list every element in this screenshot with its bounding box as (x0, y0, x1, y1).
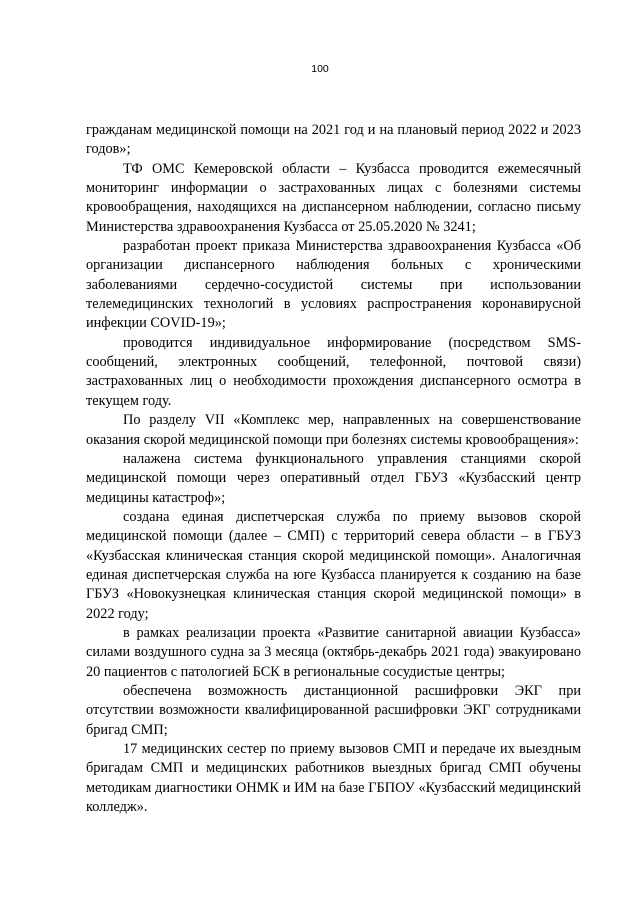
paragraph-air-ambulance: в рамках реализации проекта «Развитие санитарной авиации Кузбасса» силами воздушного судна за 3 месяца (октябрь-декабрь 2021 года) эвакуировано 20 пациентов с патологией БСК в региональные сосудистые центры; (86, 624, 581, 680)
paragraph-order-draft: разработан проект приказа Министерства здравоохранения Кузбасса «Об организации диспансерного наблюдения больных с хроническими заболеваниями сердечно-сосудистой системы при использовании телемедицинских технологий в условиях распространения коронавирусной инфекции COVID-19»; (86, 238, 581, 332)
paragraph-ecg-decoding: обеспечена возможность дистанционной расшифровки ЭКГ при отсутствии возможности квалифицированной расшифровки ЭКГ сотрудниками бригад СМП; (86, 682, 581, 738)
paragraph-continuation: гражданам медицинской помощи на 2021 год и на плановый период 2022 и 2023 годов»; (86, 122, 581, 158)
paragraph-nurse-training: 17 медицинских сестер по приему вызовов СМП и передаче их выездным бригадам СМП и медицинских работников выездных бригад СМП обучены методикам диагностики ОНМК и ИМ на базе ГБПОУ «Кузбасский медицинский колледж». (86, 741, 581, 816)
paragraph-control-system: налажена система функционального управления станциями скорой медицинской помощи через оперативный отдел ГБУЗ «Кузбасский центр медицины катастроф»; (86, 450, 581, 506)
paragraph-informing: проводится индивидуальное информирование (посредством SMS-сообщений, электронных сообщений, телефонной, почтовой связи) застрахованных лиц о необходимости прохождения диспансерного осмотра в текущем году. (86, 334, 581, 409)
paragraph-tf-oms-monitoring: ТФ ОМС Кемеровской области – Кузбасса проводится ежемесячный мониторинг информации о застрахованных лицах с болезнями системы кровообращения, находящихся на диспансерном наблюдении, согласно письму Министерства здравоохранения Кузбасса от 25.05.2020 № 3241; (86, 160, 581, 235)
paragraph-section-vii: По разделу VII «Комплекс мер, направленных на совершенствование оказания скорой медицинской помощи при болезнях системы кровообращения»: (86, 412, 581, 448)
paragraph-dispatch-service: создана единая диспетчерская служба по приему вызовов скорой медицинской помощи (далее – СМП) с территорий севера области – в ГБУЗ «Кузбасская клиническая станция скорой медицинской помощи». Аналогичная единая диспетчерская служба на юге Кузбасса планируется к созданию на базе ГБУЗ «Новокузнецкая клиническая станция скорой медицинской помощи» в 2022 году; (86, 508, 581, 622)
document-body (86, 121, 581, 817)
page-number: 100 (311, 63, 329, 75)
